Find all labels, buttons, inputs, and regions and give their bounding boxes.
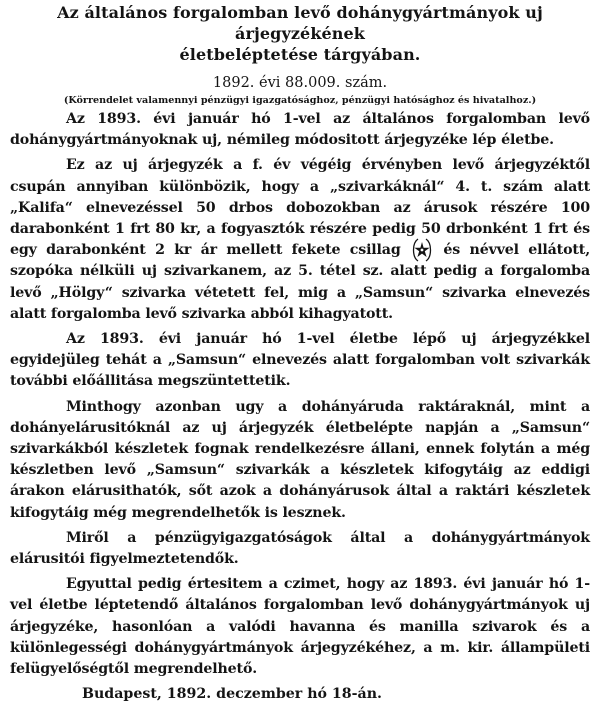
document-body — [10, 109, 590, 705]
black-star-icon — [410, 238, 434, 262]
paragraph-3: Az 1893. évi január hó 1-vel életbe lépő uj árjegyzékkel egyidejüleg tehát a „Samsun“ elnevezés alatt forgalomban volt szivarkák további előállitása megszüntettetik. — [10, 331, 590, 390]
paragraph-4: Minthogy azonban ugy a dohányáruda raktáraknál, mint a dohányelárusitóknál az uj árjegyzék életbelépte napján a „Samsun“ szivarkákból készletek fognak rendelkezésre állani, ennek folytán a még készletben levő „Samsun“ szivarkák a készletek kifogytáig az eddigi árakon elárusithatók, sőt azok a dohányárusok által a raktári készletek kifogytáig még megrendelhetők is lesznek. — [10, 398, 590, 521]
paragraph-2-part-b: és névvel ellátott, szopóka nélküli uj szivarkanem, az 5. tétel sz. alatt pedig a forgalomba levő „Hölgy“ szivarka vétetett fel, mig a „Samsun“ szivarka elnevezés alatt forgalomba levő szivarka abból kihagyatott. — [10, 242, 590, 322]
title-line-2: életbeléptetése tárgyában. — [179, 45, 421, 64]
title-line-1: Az általános forgalomban levő dohánygyártmányok uj árjegyzékének — [57, 3, 543, 43]
document-title — [10, 2, 590, 65]
paragraph-6: Egyuttal pedig értesitem a czimet, hogy az 1893. évi január hó 1-vel életbe léptetendő általános forgalomban levő dohánygyártmányok uj árjegyzéke, hasonlóan a valódi havanna és manilla szivarok és a különlegességi dohánygyártmányok árjegyzékéhez, a m. kir. állampületi felügyelőségtől megrendelhető. — [10, 576, 590, 678]
paragraph-5: Miről a pénzügyigazgatóságok által a dohánygyártmányok elárusitói figyelmeztetendők. — [10, 529, 590, 568]
paragraph-1: Az 1893. évi január hó 1-vel az általános forgalomban levő dohánygyártmányoknak uj, némileg módositott árjegyzéke lép életbe. — [10, 111, 590, 149]
document-number: 1892. évi 88.009. szám. — [212, 75, 388, 91]
distribution-note: (Körrendelet valamennyi pénzügyi igazgatósághoz, pénzügyi hatósághoz és hivatalhoz.) — [63, 95, 537, 106]
paragraph-2 — [10, 155, 590, 325]
paragraph-2-part-a: Ez az uj árjegyzék a f. év végéig érvényben levő árjegyzéktől csupán annyiban különbözik, hogy a „szivarkáknál“ 4. t. szám alatt „Kalifa“ elnevezéssel 50 drbos dobozokban az árusok részére 100 darabonként 1 frt 80 kr, a fogyasztók részére pedig 50 drbonként 1 frt és egy darabonként 2 kr ár mellett fekete csillag — [10, 157, 590, 259]
document-date: Budapest, 1892. deczember hó 18-án. — [82, 686, 382, 703]
